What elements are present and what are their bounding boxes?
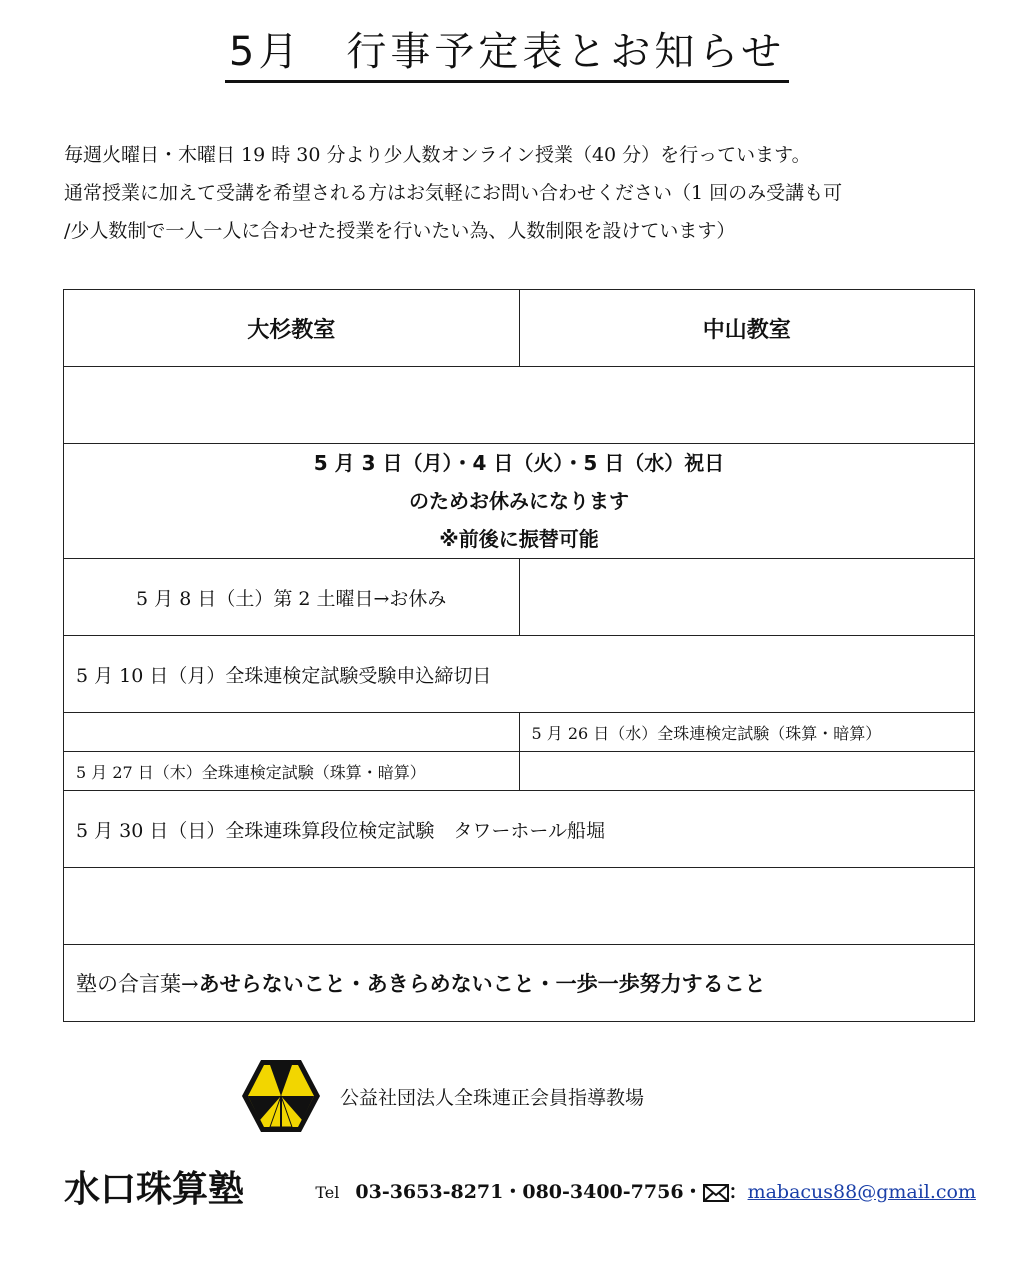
- table-row: [64, 444, 975, 559]
- header-nakayama: 中山教室: [519, 290, 975, 367]
- intro-text: [64, 136, 984, 250]
- holiday-notice-line: 5 月 3 日（月）・4 日（火）・5 日（水）祝日: [313, 451, 725, 475]
- nakayama-may26: 5 月 26 日（水）全珠連検定試験（珠算・暗算）: [519, 713, 975, 752]
- footer: [64, 1162, 976, 1222]
- empty-cell: [64, 367, 975, 444]
- empty-cell: [64, 713, 520, 752]
- table-row: [64, 367, 975, 444]
- motto: [64, 945, 975, 1022]
- empty-cell: [519, 559, 975, 636]
- schedule-table: [63, 289, 975, 1022]
- abacus-association-logo-icon: [240, 1058, 322, 1134]
- intro-line: 毎週火曜日・木曜日 19 時 30 分より少人数オンライン授業（40 分）を行っています。: [64, 144, 811, 166]
- motto-prefix: 塾の合言葉→: [76, 972, 199, 996]
- holiday-notice-line: のためお休みになります: [409, 489, 629, 513]
- motto-body: あせらないこと・あきらめないこと・一歩一歩努力すること: [198, 972, 766, 996]
- holiday-notice: [64, 444, 975, 559]
- email-link[interactable]: mabacus88@gmail.com: [747, 1181, 976, 1203]
- page-title-wrap: [0, 28, 1014, 83]
- table-row: [64, 713, 975, 752]
- may10-event: 5 月 10 日（月）全珠連検定試験受験申込締切日: [64, 636, 975, 713]
- header-osugi: 大杉教室: [64, 290, 520, 367]
- table-row: [64, 945, 975, 1022]
- phone-numbers: 03-3653-8271・080-3400-7756・: [355, 1181, 703, 1203]
- mail-separator: ：: [728, 1181, 748, 1203]
- osugi-may8: 5 月 8 日（土）第 2 土曜日→お休み: [64, 559, 520, 636]
- holiday-notice-line: ※前後に振替可能: [439, 527, 599, 551]
- intro-line: 通常授業に加えて受講を希望される方はお気軽にお問い合わせください（1 回のみ受講も可: [64, 182, 843, 204]
- table-row: [64, 868, 975, 945]
- tel-label: Tel: [315, 1183, 340, 1202]
- table-row: [64, 559, 975, 636]
- empty-cell: [64, 868, 975, 945]
- table-row: [64, 636, 975, 713]
- table-row: [64, 791, 975, 868]
- empty-cell: [519, 752, 975, 791]
- table-row: [64, 752, 975, 791]
- may30-event: 5 月 30 日（日）全珠連珠算段位検定試験 タワーホール船堀: [64, 791, 975, 868]
- osugi-may27: 5 月 27 日（木）全珠連検定試験（珠算・暗算）: [64, 752, 520, 791]
- table-row: [64, 290, 975, 367]
- association-block: [240, 1058, 644, 1134]
- contact-info: [315, 1176, 976, 1209]
- intro-line: /少人数制で一人一人に合わせた授業を行いたい為、人数制限を設けています）: [64, 220, 736, 242]
- association-name: 公益社団法人全珠連正会員指導教場: [340, 1086, 645, 1109]
- mail-icon: [703, 1184, 729, 1202]
- school-name: 水口珠算塾: [64, 1169, 245, 1210]
- page-title: 5月 行事予定表とお知らせ: [225, 28, 789, 83]
